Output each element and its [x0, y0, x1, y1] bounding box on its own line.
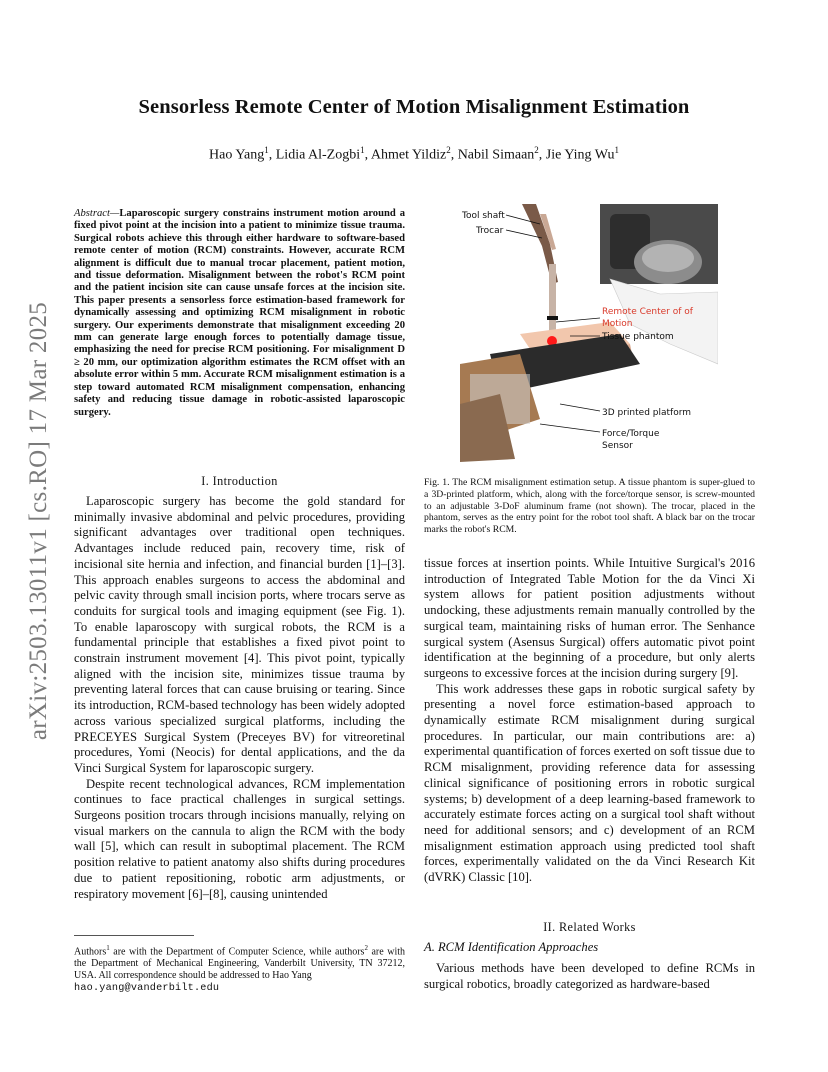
- footnote-divider: [74, 935, 194, 936]
- affiliation-mark: 2: [446, 145, 451, 155]
- related-works-body: [424, 961, 755, 992]
- author-name: Ahmet Yildiz: [370, 147, 447, 163]
- label-sensor-line2: Sensor: [602, 441, 633, 451]
- right-column-body: [424, 556, 755, 886]
- paragraph: Laparoscopic surgery has become the gold standard for minimally invasive abdominal and pelvic procedures, providing significant advantages over traditional open techniques. Advantages include reduced pain, recovery time, risk of incisional site hernia and infection, and financial burden [1]–[3]. This approach enables surgeons to access the abdominal and pelvic cavity through small incision ports, where trocars serve as conduits for surgical tools and imaging equipment (see Fig. 1). To enable laparoscopy with surgical robots, the RCM is a fundamental principle that establishes a fixed pivot point to constrain instrument movement [4]. This pivot point, typically aligned with the incision site, minimizes tissue trauma by preventing lateral forces that can cause bruising or tearing. Since its introduction, RCM-based technology has been widely adopted across various specialized surgical platforms, including the PRECEYES Surgical System (Preceyes BV) for vitreoretinal procedures, Yomi (Neocis) for dental applications, and the da Vinci Surgical System for laparoscopic surgery.: [74, 494, 405, 775]
- footnote: [74, 943, 405, 995]
- affiliation-mark: 1: [614, 145, 619, 155]
- label-3d-platform: 3D printed platform: [602, 408, 692, 418]
- footnote-text: are with the Department of Computer Science, while authors: [113, 946, 365, 958]
- label-rcm: Remote Center of of: [602, 307, 693, 317]
- figure-rcm-setup: [460, 204, 718, 462]
- rcm-bar: [547, 316, 558, 320]
- author-name: Lidia Al-Zogbi: [275, 147, 361, 163]
- section-heading-related-works: II. Related Works: [543, 920, 636, 934]
- affiliation-mark: 2: [534, 145, 539, 155]
- tool-shaft: [549, 264, 556, 339]
- paper-title: Sensorless Remote Center of Motion Misalignment Estimation: [138, 96, 690, 118]
- subsection-heading: A. RCM Identification Approaches: [424, 940, 599, 954]
- footnote-lead: Authors: [74, 946, 107, 958]
- paragraph: Despite recent technological advances, RCM implementation continues to face practical challenges in surgical settings. Surgeons position trocars through incisions manually, relying on visual markers on the cannula to align the RCM with the body wall [5], which can result in suboptimal placement. The RCM position relative to patient anatomy also shifts during procedures due to patient repositioning, robotic arm adjustments, or respiratory movement [6]–[8], causing unintended: [74, 776, 405, 901]
- label-tissue-phantom: Tissue phantom: [602, 332, 674, 342]
- author-list: Hao Yang$^1$, Lidia Al-Zogbi$^1$, Ahmet Yildiz$^2$, Nabil Simaan$^2$, Jie Ying Wu$^1$: [209, 145, 619, 163]
- label-tool-shaft: Tool shaft: [462, 211, 505, 221]
- author-name: Nabil Simaan: [457, 147, 535, 163]
- abstract-text: Laparoscopic surgery constrains instrument motion around a fixed pivot point at the incision into a patient to minimize tissue trauma. Surgical robots achieve this through either hardware to software-based remote center of motion (RCM) constraints. However, accurate RCM alignment is difficult due to manual trocar placement, patient motion, and tissue deformation. Misalignment between the robot's RCM point and the patient incision site can cause unsafe forces at the incision site. This paper presents a sensorless force estimation-based framework for dynamically assessing and optimizing RCM misalignment in robotic surgery. Our experiments demonstrate that misalignment exceeding 20 mm can generate large enough forces to potentially damage tissue, emphasizing the need for precise RCM positioning. For misalignment D ≥ 20 mm, our optimization algorithm estimates the RCM offset with an absolute error within 5 mm. Accurate RCM misalignment estimation is a step toward automated RCM misalignment compensation, enhancing safety and reducing tissue damage in robotic-assisted laparoscopic surgery.: [74, 208, 405, 418]
- author-name: Jie Ying Wu: [545, 147, 615, 163]
- label-rcm-line2: Motion: [602, 319, 633, 329]
- label-trocar: Trocar: [476, 226, 504, 236]
- affiliation-mark: 1: [264, 145, 269, 155]
- figure-caption: Fig. 1. The RCM misalignment estimation setup. A tissue phantom is super-glued to a 3D-printed platform, which, along with the force/torque sensor, is screw-mounted to an adjustable 3-DoF aluminum frame (not shown). The trocar, placed in the phantom, serves as the entry point for the robot tool shaft. A black bar on the trocar marks the robot's RCM.: [424, 477, 755, 536]
- abstract: [74, 208, 405, 419]
- paragraph: tissue forces at insertion points. While Intuitive Surgical's 2016 introduction of Integrated Table Motion for the da Vinci Xi system allows for patient position adjustments without undocking, these adjustments remain manually controlled by the surgical team, maintaining risks of human error. The Senhance surgical system (Asensus Surgical) offers automatic pivot point identification at the beginning of a procedure, but only alerts surgeons to excessive forces at the incision during surgery [9].: [424, 556, 755, 680]
- affiliation-mark: 1: [360, 145, 365, 155]
- label-sensor: Force/Torque: [602, 429, 660, 439]
- arxiv-side-stamp: arXiv:2503.13011v1 [cs.RO] 17 Mar 2025: [25, 301, 52, 741]
- abstract-label: Abstract—: [74, 208, 120, 219]
- paragraph: This work addresses these gaps in robotic surgical safety by presenting a novel force estimation-based approach to dynamically estimate RCM misalignment during surgical procedures. In particular, our main contributions are: a) experimental quantification of forces exerted on soft tissue due to RCM misalignment, providing reference data for assessing clinical significance of positioning errors in robotic surgical systems; b) development of a deep learning-based framework to accurately estimate forces acting on a surgical tool shaft without need for additional sensors; and c) development of an RCM misalignment estimation approach using predicted tool shaft forces, experimentally validated on the da Vinci Research Kit (dVRK) Classic [10].: [424, 681, 755, 885]
- introduction-body: [74, 494, 405, 902]
- affiliation-mark: 2: [364, 944, 368, 952]
- section-heading-introduction: I. Introduction: [201, 474, 278, 488]
- email-link[interactable]: hao.yang@vanderbilt.edu: [74, 982, 220, 994]
- affiliation-mark: 1: [106, 944, 110, 952]
- paragraph: Various methods have been developed to define RCMs in surgical robotics, broadly categorized as hardware-based: [424, 961, 755, 991]
- author-name: Hao Yang: [209, 147, 265, 163]
- footnote-text: are with the Department of Mechanical Engineering, Vanderbilt University, TN 37212, USA. All correspondence should be addressed to Hao Yang: [74, 946, 405, 981]
